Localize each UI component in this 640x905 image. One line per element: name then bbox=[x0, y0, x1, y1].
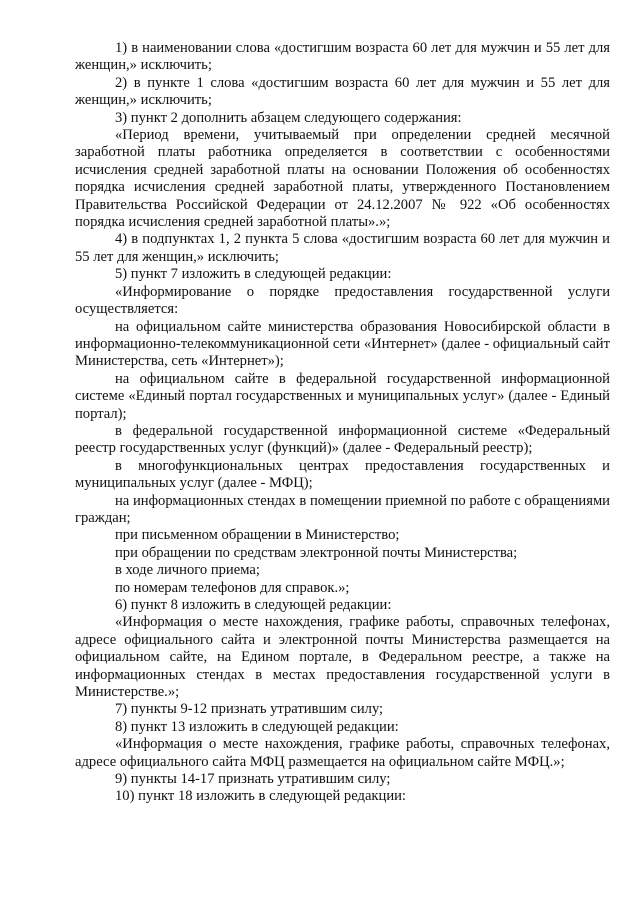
paragraph-item-mfc: в многофункциональных центрах предоставления государственных и муниципальных услуг (далее - МФЦ); bbox=[75, 457, 610, 492]
paragraph-amendment-9: 9) пункты 14-17 признать утратившим силу; bbox=[115, 771, 391, 788]
paragraph-amendment-4: 4) в подпунктах 1, 2 пункта 5 слова «достигшим возраста 60 лет для мужчин и 55 лет для женщин,» исключить; bbox=[75, 231, 610, 265]
paragraph-quote-period: «Период времени, учитываемый при определении средней месячной заработной платы работника определяется в соответствии с особенностями исчисления средней заработной платы на основании Положения об особенностях порядка исчисления средней заработной платы, утвержденного Постановлением Правительства Российской Федерации от 24.12.2007 № 922 «Об особенностях порядка исчисления средней заработной платы».»; bbox=[75, 127, 610, 231]
paragraph-item-written: при письменном обращении в Министерство; bbox=[115, 527, 400, 544]
paragraph-item-phones: по номерам телефонов для справок.»; bbox=[115, 579, 350, 596]
paragraph-amendment-1: 1) в наименовании слова «достигшим возраста 60 лет для мужчин и 55 лет для женщин,» исключить; bbox=[75, 40, 610, 74]
document-page bbox=[75, 40, 610, 806]
paragraph-amendment-5: 5) пункт 7 изложить в следующей редакции: bbox=[115, 266, 392, 283]
paragraph-item-unified-portal: на официальном сайте в федеральной государственной информационной системе «Единый портал государственных и муниципальных услуг» (далее - Единый портал); bbox=[75, 370, 610, 422]
paragraph-quote-location: «Информация о месте нахождения, графике работы, справочных телефонах, адресе официального сайта и электронной почты Министерства размещается на официальном сайте, на Едином портале, в Федеральном реестре, а также на информационных стендах в местах предоставления государственной услуги в Министерстве.»; bbox=[75, 614, 610, 701]
paragraph-quote-informing: «Информирование о порядке предоставления государственной услуги осуществляется: bbox=[75, 283, 610, 318]
paragraph-amendment-6: 6) пункт 8 изложить в следующей редакции: bbox=[115, 597, 392, 613]
paragraph-amendment-8: 8) пункт 13 изложить в следующей редакции: bbox=[115, 718, 399, 735]
paragraph-item-email: при обращении по средствам электронной почты Министерства; bbox=[115, 544, 518, 561]
paragraph-item-stands: на информационных стендах в помещении приемной по работе с обращениями граждан; bbox=[75, 492, 610, 526]
paragraph-item-ministry-site: на официальном сайте министерства образования Новосибирской области в информационно-телекоммуникационной сети «Интернет» (далее - официальный сайт Министерства, сеть «Интернет»); bbox=[75, 318, 610, 370]
paragraph-amendment-10: 10) пункт 18 изложить в следующей редакции: bbox=[115, 788, 406, 805]
paragraph-item-federal-registry: в федеральной государственной информационной системе «Федеральный реестр государственных услуг (функций)» (далее - Федеральный реестр); bbox=[75, 422, 610, 457]
paragraph-amendment-2: 2) в пункте 1 слова «достигшим возраста 60 лет для мужчин и 55 лет для женщин,» исключить; bbox=[75, 74, 610, 109]
paragraph-amendment-7: 7) пункты 9-12 признать утратившим силу; bbox=[115, 701, 384, 718]
paragraph-quote-mfc: «Информация о месте нахождения, графике работы, справочных телефонах, адресе официального сайта МФЦ размещается на официальном сайте МФЦ.»; bbox=[75, 736, 610, 770]
paragraph-item-personal: в ходе личного приема; bbox=[115, 562, 260, 579]
paragraph-amendment-3: 3) пункт 2 дополнить абзацем следующего содержания: bbox=[115, 109, 462, 126]
